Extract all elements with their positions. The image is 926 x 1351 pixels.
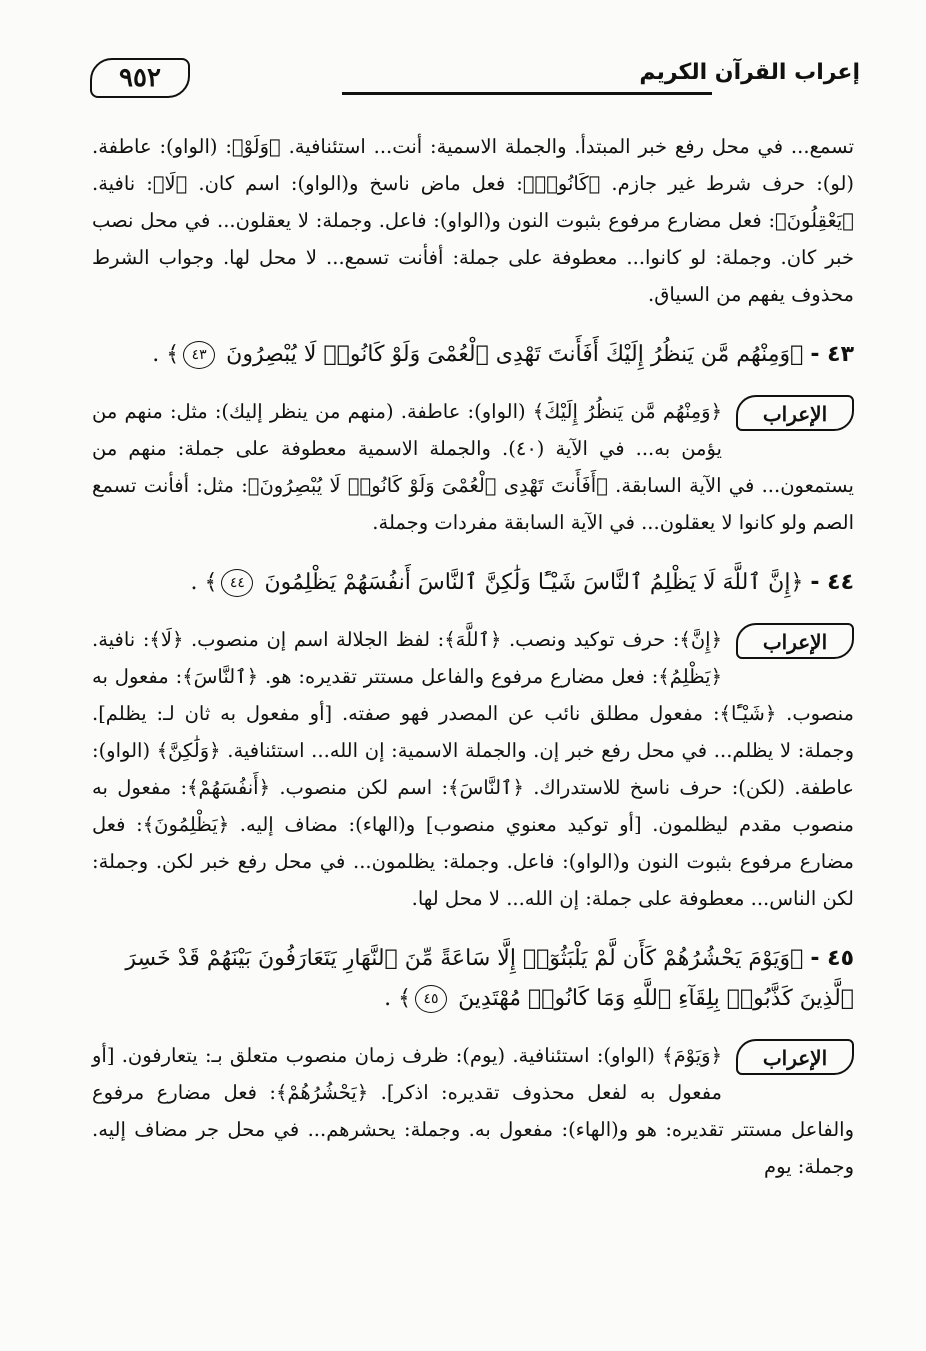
page-number: ٩٥٢ (90, 58, 190, 98)
page-header (90, 58, 860, 108)
verse-close: ﴾ . (384, 986, 412, 1011)
irab-label: الإعراب (736, 623, 854, 659)
verse-number: ٤٤ - (810, 570, 854, 595)
verse-close: ﴾ . (190, 570, 218, 595)
irab-section-44 (92, 621, 854, 917)
verse-45 (92, 939, 854, 1019)
verse-close: ﴾ . (152, 342, 180, 367)
irab-text: ﴿وَيَوْمَ﴾ (الواو): استئنافية. (يوم): ظرف زمان منصوب متعلق بـ: يتعارفون. [أو مفعول به لفعل محذوف تقديره: اذكر]. ﴿يَحْشُرُهُمْ﴾: فعل مضارع مرفوع والفاعل مستتر تقديره: هو و(الهاء): مفعول به. وجملة: يحشرهم... في محل جر مضاف إليه. وجملة: يوم (92, 1044, 854, 1178)
verse-43 (92, 335, 854, 375)
page-content (92, 128, 854, 1185)
verse-text: ﴿إِنَّ ٱللَّهَ لَا يَظْلِمُ ٱلنَّاسَ شَيْـًٔا وَلَٰكِنَّ ٱلنَّاسَ أَنفُسَهُمْ يَظْلِمُونَ (264, 570, 804, 595)
verse-44 (92, 563, 854, 603)
verse-number: ٤٣ - (810, 342, 854, 367)
verse-text: ﴿وَيَوْمَ يَحْشُرُهُمْ كَأَن لَّمْ يَلْبَثُوٓا۟ إِلَّا سَاعَةً مِّنَ ٱلنَّهَارِ يَتَعَارَفُونَ بَيْنَهُمْ قَدْ خَسِرَ ٱلَّذِينَ كَذَّبُوا۟ بِلِقَآءِ ٱللَّهِ وَمَا كَانُوا۟ مُهْتَدِينَ (125, 946, 854, 1011)
irab-section-45 (92, 1037, 854, 1185)
verse-number: ٤٥ - (810, 946, 854, 971)
ayah-mark: ٤٤ (221, 569, 253, 597)
verse-text: ﴿وَمِنْهُم مَّن يَنظُرُ إِلَيْكَ أَفَأَنتَ تَهْدِى ٱلْعُمْىَ وَلَوْ كَانُوا۟ لَا يُبْصِرُونَ (226, 342, 804, 367)
irab-section-43 (92, 393, 854, 541)
ayah-mark: ٤٥ (415, 985, 447, 1013)
header-rule (342, 92, 712, 95)
irab-text: ﴿إِنَّ﴾: حرف توكيد ونصب. ﴿ٱللَّهَ﴾: لفظ الجلالة اسم إن منصوب. ﴿لَا﴾: نافية. ﴿يَظْلِمُ﴾: فعل مضارع مرفوع والفاعل مستتر تقديره: هو. ﴿ٱلنَّاسَ﴾: مفعول به منصوب. ﴿شَيْـًٔا﴾: مفعول مطلق نائب عن المصدر فهو صفته. [أو مفعول به ثان لـ: يظلم]. وجملة: لا يظلم... في محل رفع خبر إن. والجملة الاسمية: إن الله... استئنافية. ﴿وَلَٰكِنَّ﴾ (الواو): عاطفة. (لكن): حرف ناسخ للاستدراك. ﴿ٱلنَّاسَ﴾: اسم لكن منصوب. ﴿أَنفُسَهُمْ﴾: مفعول به منصوب مقدم ليظلمون. [أو توكيد معنوي منصوب] و(الهاء): مضاف إليه. ﴿يَظْلِمُونَ﴾: فعل مضارع مرفوع بثبوت النون و(الواو): فاعل. وجملة: يظلمون... في محل رفع خبر لكن. وجملة: لكن الناس... معطوفة على جملة: إن الله... لا محل لها. (92, 628, 854, 910)
irab-text: ﴿وَمِنْهُم مَّن يَنظُرُ إِلَيْكَ﴾ (الواو): عاطفة. (منهم من ينظر إليك): مثل: منهم من يؤمن به... في الآية (٤٠). والجملة الاسمية معطوفة على جملة: منهم من يستمعون... في الآية السابقة. ﴿أَفَأَنتَ تَهْدِى ٱلْعُمْىَ وَلَوْ كَانُوا۟ لَا يُبْصِرُونَ﴾: مثل: أفأنت تسمع الصم ولو كانوا لا يعقلون... في الآية السابقة مفردات وجملة. (92, 400, 854, 534)
irab-label: الإعراب (736, 395, 854, 431)
intro-paragraph: تسمع... في محل رفع خبر المبتدأ. والجملة الاسمية: أنت... استئنافية. ﴿وَلَوْ﴾: (الواو): عاطفة. (لو): حرف شرط غير جازم. ﴿كَانُوا۟﴾: فعل ماض ناسخ و(الواو): اسم كان. ﴿لَا﴾: نافية. ﴿يَعْقِلُونَ﴾: فعل مضارع مرفوع بثبوت النون و(الواو): فاعل. وجملة: لا يعقلون... في محل نصب خبر كان. وجملة: لو كانوا... معطوفة على جملة: أفأنت تسمع... لا محل لها. وجواب الشرط محذوف يفهم من السياق. (92, 135, 854, 306)
book-title: إعراب القرآن الكريم (639, 60, 860, 85)
ayah-mark: ٤٣ (183, 341, 215, 369)
irab-label: الإعراب (736, 1039, 854, 1075)
